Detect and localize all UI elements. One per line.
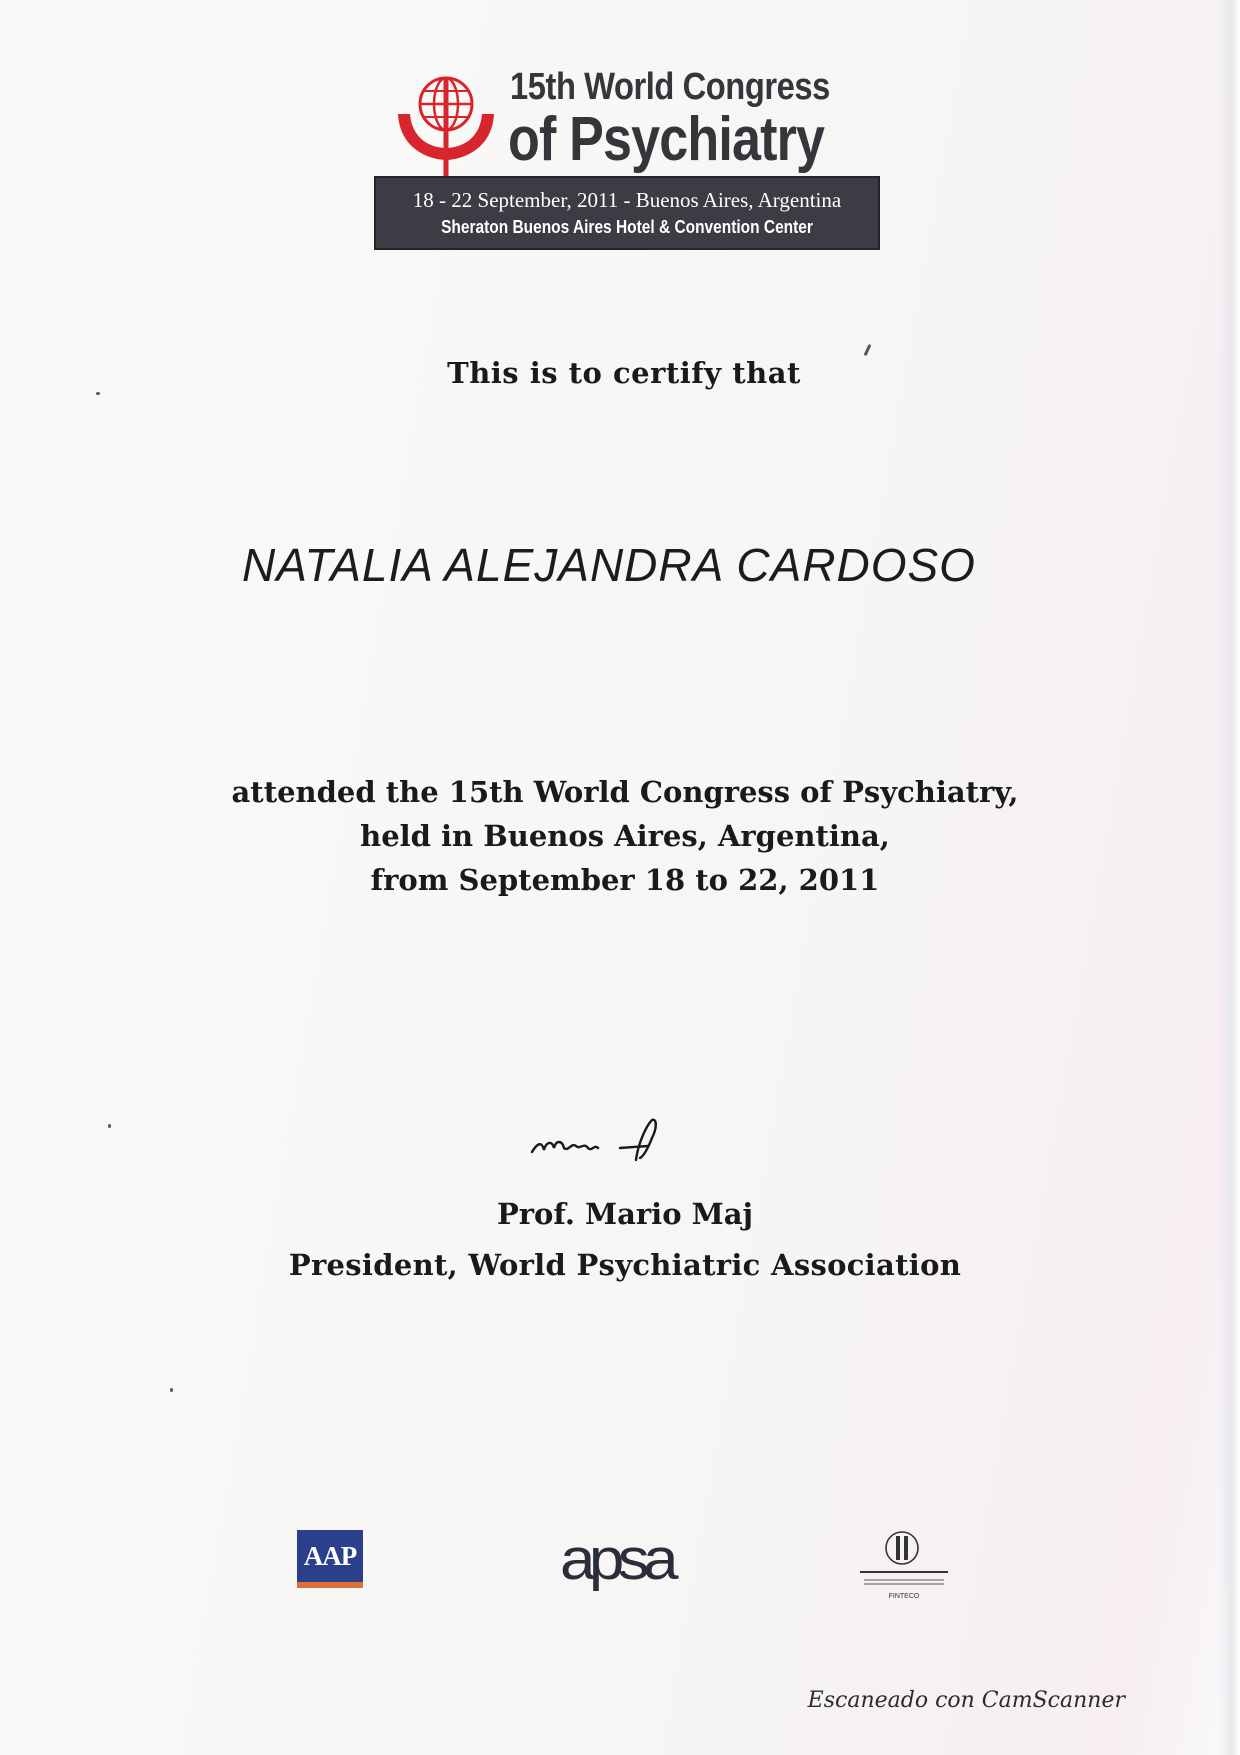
signer-title: President, World Psychiatric Association	[288, 1248, 962, 1282]
certify-statement: This is to certify that	[447, 356, 801, 390]
scan-speck	[96, 392, 100, 395]
attendance-statement	[0, 770, 1240, 902]
congress-dates-location: 18 - 22 September, 2011 - Buenos Aires, Argentina	[412, 188, 842, 212]
scan-speck	[864, 344, 872, 356]
attendance-line: attended the 15th World Congress of Psychiatry,	[231, 775, 1019, 809]
aap-logo: AAP	[297, 1530, 363, 1588]
apsa-logo: apsa	[560, 1527, 672, 1592]
congress-logo	[374, 62, 880, 252]
scan-speck	[170, 1388, 173, 1392]
attendance-line: held in Buenos Aires, Argentina,	[360, 819, 890, 853]
congress-title-line1: 15th World Congress	[510, 66, 830, 108]
congress-title-line2: of Psychiatry	[508, 105, 825, 174]
handwritten-signature	[528, 1108, 718, 1168]
congress-info-banner	[374, 176, 880, 250]
fintesco-foundation-logo	[850, 1520, 958, 1606]
attendance-line: from September 18 to 22, 2011	[370, 863, 880, 897]
globe-psi-emblem-icon	[394, 74, 494, 182]
scan-speck	[108, 1124, 111, 1128]
congress-venue: Sheraton Buenos Aires Hotel & Convention Center	[441, 217, 813, 237]
fintesco-label: FINTECO	[888, 1593, 920, 1600]
signer-name: Prof. Mario Maj	[496, 1197, 754, 1231]
scanner-watermark: Escaneado con CamScanner	[807, 1688, 1125, 1713]
recipient-name: NATALIA ALEJANDRA CARDOSO	[242, 539, 976, 591]
